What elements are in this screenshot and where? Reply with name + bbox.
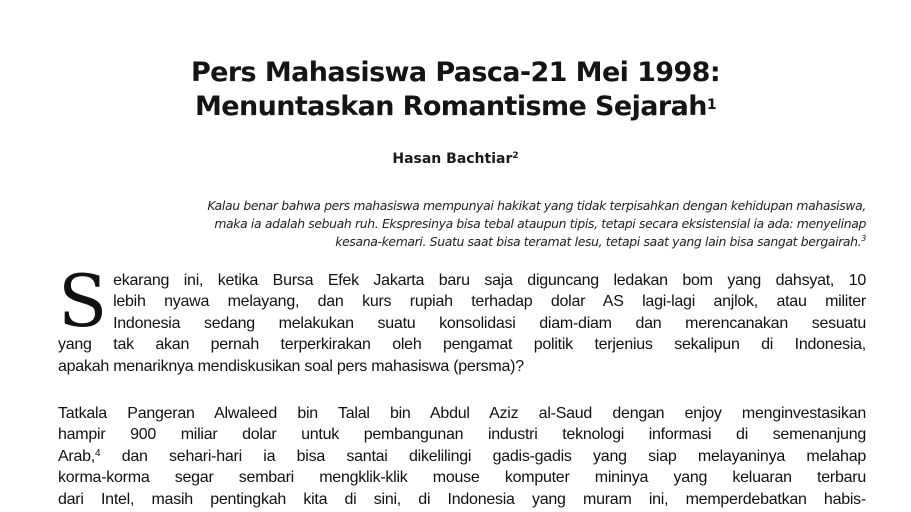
title-line-2: [0, 90, 911, 124]
paragraph-2-line-5: dari Intel, masih pentingkah kita di sini, di Indonesia yang muram ini, memperdebatkan habis-: [58, 490, 866, 508]
title-line-1: Pers Mahasiswa Pasca-21 Mei 1998:: [190, 57, 721, 88]
epigraph-footnote-marker[interactable]: 3: [861, 234, 866, 243]
paragraph-1-line-1: ekarang ini, ketika Bursa Efek Jakarta baru saja diguncang ledakan bom yang dahsyat, 10: [113, 272, 866, 289]
paragraph-2-line-1: Tatkala Pangeran Alwaleed bin Talal bin Abdul Aziz al-Saud dengan enjoy menginvestasikan: [58, 405, 866, 422]
paragraph-2-line-3-end: dan sehari-hari ia bisa santai dikelilingi gadis-gadis yang siap melayaninya melahap: [100, 447, 866, 465]
paragraph-2: [58, 403, 866, 510]
author-text: Hasan Bachtiar: [392, 151, 513, 167]
drop-cap: S: [58, 259, 108, 343]
paragraph-1-line-4: yang tak akan pernah terperkirakan oleh pengamat politik terjenius sekalipun di Indonesia,: [58, 336, 866, 354]
title-footnote-marker[interactable]: 1: [706, 97, 716, 113]
document-title: [0, 56, 911, 124]
paragraph-2-footnote-marker[interactable]: 4: [95, 447, 101, 459]
paragraph-1: [58, 259, 866, 377]
title-line-2-text: Menuntaskan Romantisme Sejarah: [195, 91, 707, 122]
epigraph-line-1: Kalau benar bahwa pers mahasiswa mempunyai hakikat yang tidak terpisahkan dengan kehidupan mahasiswa,: [207, 198, 866, 213]
paragraph-1-line-3: Indonesia sedang melakukan suatu konsolidasi diam-diam dan merencanakan sesuatu: [113, 314, 866, 332]
author-footnote-marker[interactable]: 2: [512, 151, 519, 161]
paragraph-2-line-3-start: Arab,: [58, 447, 95, 465]
paragraph-2-line-4: korma-korma segar sembari mengklik-klik mouse komputer mininya yang keluaran terbaru: [58, 469, 866, 487]
epigraph-line-3-text: kesana-kemari. Suatu saat bisa teramat lesu, tetapi saat yang lain bisa sangat bergairah.: [335, 234, 862, 249]
author-name: [0, 150, 911, 168]
epigraph-quote: [58, 197, 866, 251]
paragraph-2-line-3: [58, 446, 866, 467]
paragraph-2-line-2: hampir 900 miliar dolar untuk pembangunan industri teknologi informasi di semenanjung: [58, 426, 866, 444]
paragraph-1-line-5: apakah menariknya mendiskusikan soal pers mahasiswa (persma)?: [58, 357, 524, 375]
paragraph-1-line-2: lebih nyawa melayang, dan kurs rupiah terhadap dolar AS lagi-lagi anjlok, atau militer: [113, 293, 866, 311]
epigraph-line-3: [58, 233, 866, 251]
epigraph-line-2: maka ia adalah sebuah ruh. Ekspresinya bisa tebal ataupun tipis, tetapi secara eksistensial ia ada: menyelinap: [214, 216, 866, 231]
